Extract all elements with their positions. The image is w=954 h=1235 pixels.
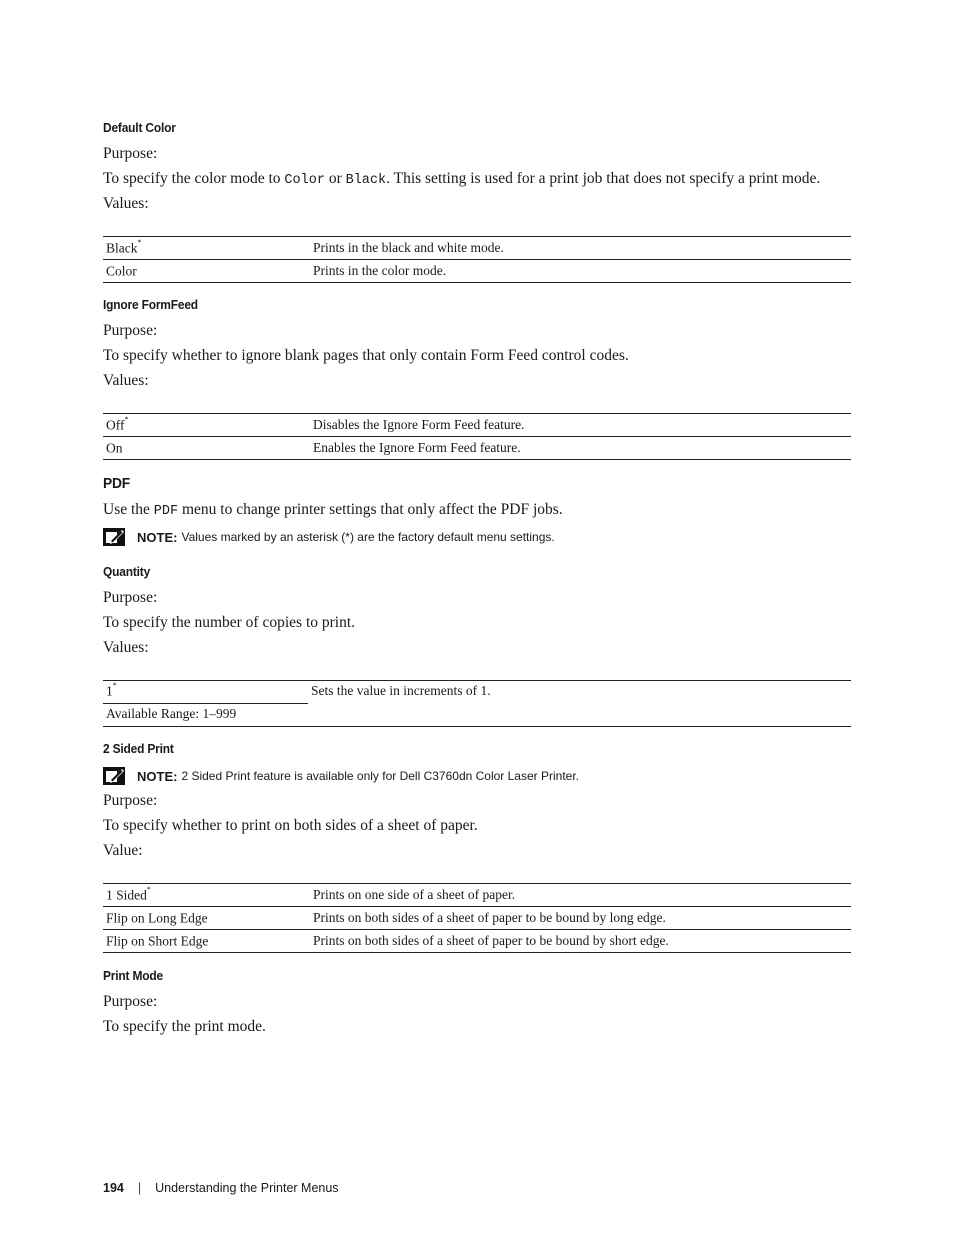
description-cell: Prints in the black and white mode. (308, 237, 851, 260)
section-heading-ignore-formfeed: Ignore FormFeed (103, 297, 198, 312)
section-heading-2-sided-print: 2 Sided Print (103, 741, 174, 756)
purpose-label: Purpose: (103, 145, 158, 162)
values-label: Values: (103, 195, 149, 212)
2-sided-values-table (103, 883, 851, 953)
code-pdf: PDF (153, 504, 179, 519)
table-row (103, 414, 851, 437)
section-heading-default-color: Default Color (103, 120, 176, 135)
section-heading-quantity: Quantity (103, 564, 151, 579)
description-cell: Prints in the color mode. (308, 260, 851, 283)
ignore-formfeed-values-table (103, 413, 851, 460)
value-cell: Flip on Long Edge (103, 907, 308, 930)
purpose-label: Purpose: (103, 993, 158, 1010)
purpose-label: Purpose: (103, 792, 158, 809)
purpose-label: Purpose: (103, 589, 158, 606)
value-cell: Color (103, 260, 308, 283)
note-2-sided: NOTE: 2 Sided Print feature is available only for Dell C3760dn Color Laser Printer. (103, 767, 579, 785)
note-pencil-icon (103, 528, 125, 546)
section-heading-print-mode: Print Mode (103, 968, 163, 983)
value-cell: 1 Sided* (103, 884, 308, 907)
table-row (103, 260, 851, 283)
value-cell: Off* (103, 414, 308, 437)
ignore-formfeed-description: To specify whether to ignore blank pages that only contain Form Feed control codes. (103, 347, 629, 364)
range-cell: Available Range: 1–999 (106, 706, 237, 721)
2-sided-description: To specify whether to print on both sides of a sheet of paper. (103, 817, 478, 834)
print-mode-description: To specify the print mode. (103, 1018, 266, 1035)
description-cell: Enables the Ignore Form Feed feature. (308, 437, 851, 460)
values-label: Values: (103, 372, 149, 389)
table-row (103, 237, 851, 260)
description-cell: Sets the value in increments of 1. (311, 683, 491, 698)
table-row (103, 437, 851, 460)
value-cell: Flip on Short Edge (103, 930, 308, 953)
description-cell: Prints on one side of a sheet of paper. (308, 884, 851, 907)
value-label: Value: (103, 842, 143, 859)
quantity-description: To specify the number of copies to print. (103, 614, 356, 631)
note-pdf: NOTE: Values marked by an asterisk (*) are the factory default menu settings. (103, 528, 555, 546)
purpose-label: Purpose: (103, 322, 158, 339)
default-color-values-table (103, 236, 851, 283)
description-cell: Disables the Ignore Form Feed feature. (308, 414, 851, 437)
code-black: Black (345, 173, 387, 188)
value-cell: 1* (106, 681, 117, 699)
page-footer (103, 1181, 339, 1195)
table-row (103, 907, 851, 930)
table-row (103, 930, 851, 953)
description-cell: Prints on both sides of a sheet of paper to be bound by short edge. (308, 930, 851, 953)
table-row (103, 884, 851, 907)
value-cell: On (103, 437, 308, 460)
code-color: Color (284, 173, 325, 188)
values-label: Values: (103, 639, 149, 656)
footer-section-title: Understanding the Printer Menus (155, 1181, 339, 1195)
pdf-description: Use the PDF menu to change printer settings that only affect the PDF jobs. (103, 501, 563, 519)
section-heading-pdf: PDF (103, 475, 131, 492)
description-cell: Prints on both sides of a sheet of paper to be bound by long edge. (308, 907, 851, 930)
page-number: 194 (103, 1181, 124, 1195)
note-pencil-icon (103, 767, 125, 785)
footer-separator: | (137, 1181, 142, 1195)
default-color-description: To specify the color mode to Color or Black. This setting is used for a print job that does not specify a print mode. (103, 170, 821, 188)
value-cell: Black* (103, 237, 308, 260)
quantity-values-table (103, 680, 851, 727)
